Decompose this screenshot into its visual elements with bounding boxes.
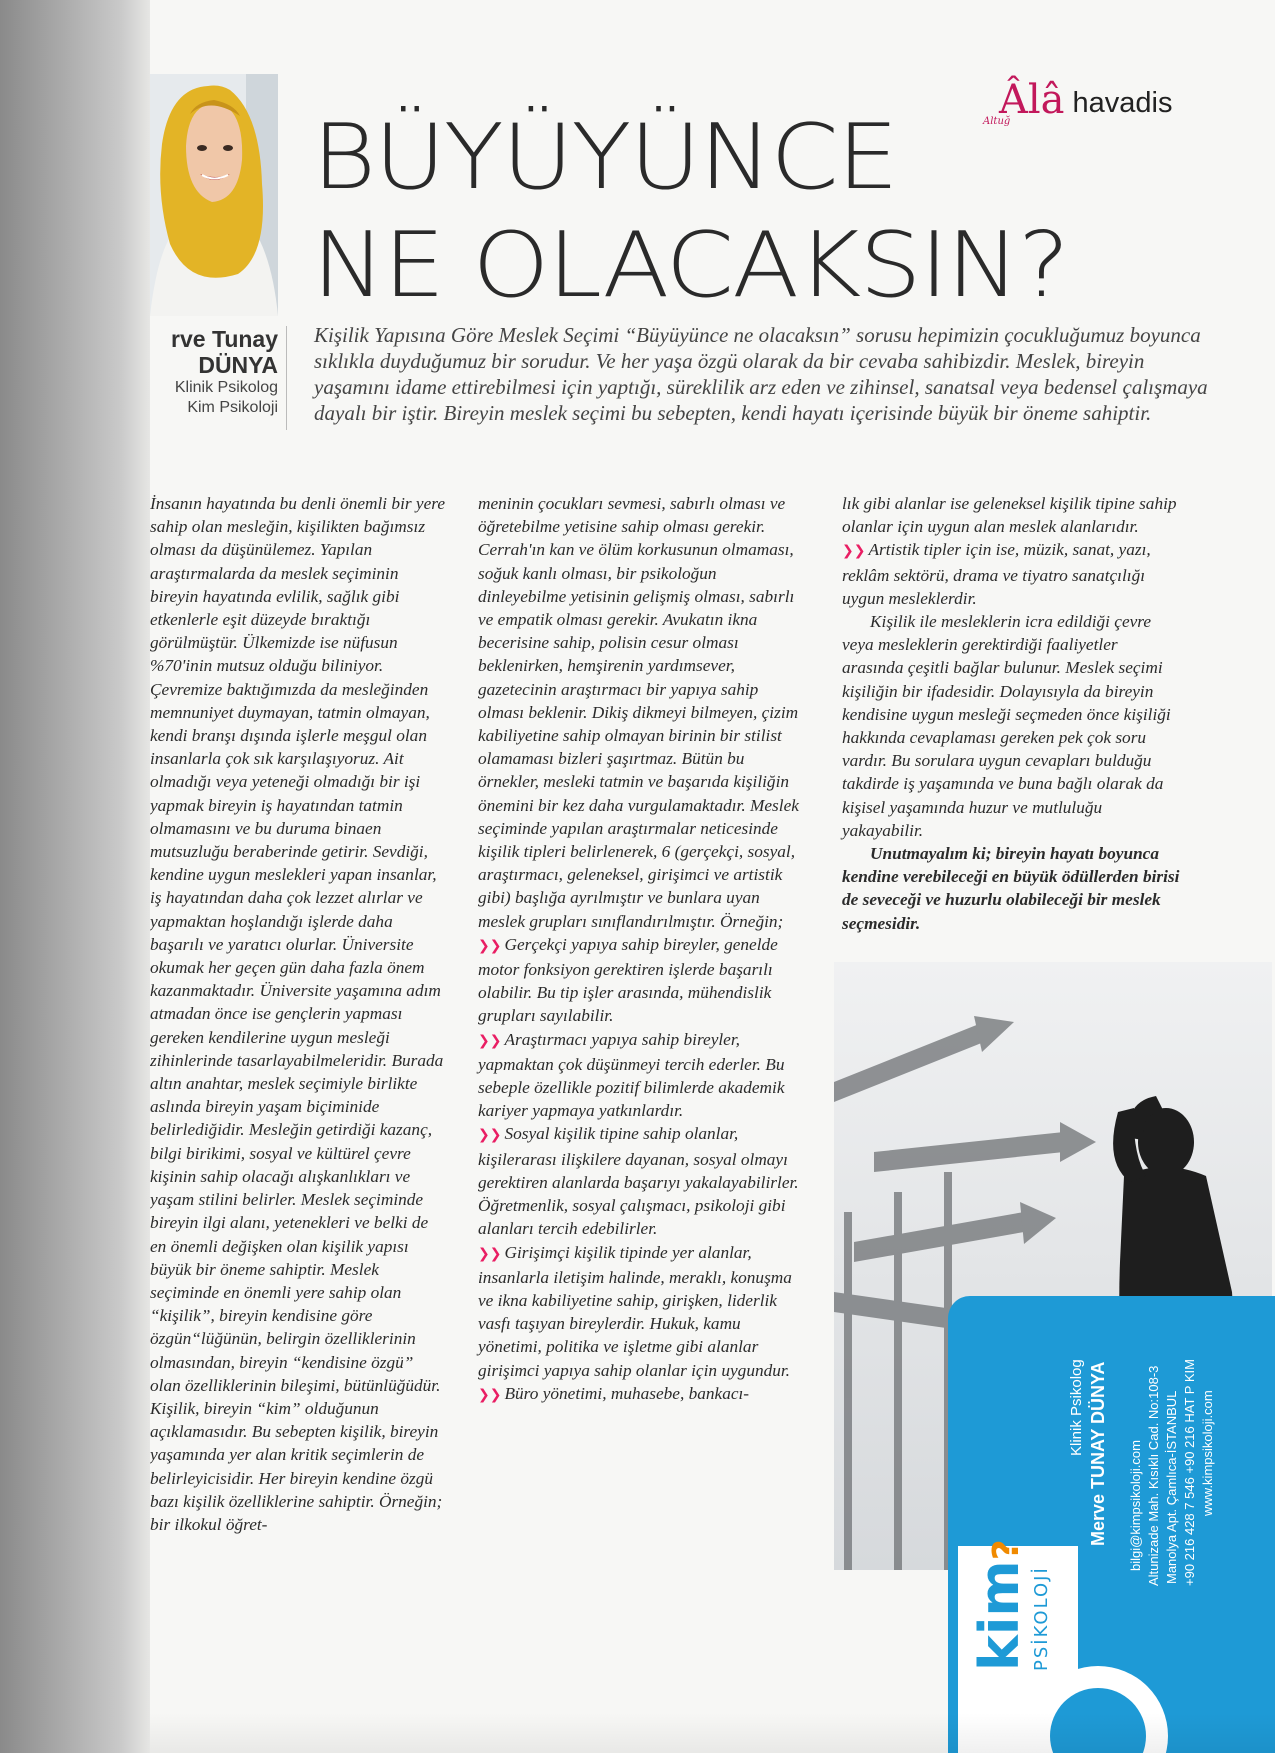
article-title — [312, 105, 1068, 324]
business-card — [948, 1296, 1275, 1753]
quote-mark-icon: ❯❯ — [842, 543, 866, 560]
card-decoration — [948, 1296, 1275, 1753]
column-3-conclusion: Unutmayalım ki; bireyin hayatı boyunca kendine verebileceği en büyük ödüllerden birisi de seveceği ve huzurlu olabileceği bir meslek seçmesidir. — [842, 844, 1180, 933]
brand-ala-logo: Âlâ — [999, 77, 1065, 123]
card-website: www.kimpsikoloji.com — [1200, 1390, 1215, 1516]
column-2-paragraph: Girişimçi kişilik tipinde yer alanlar, insanlarla iletişim halinde, meraklı, konuşma ve ikna kabiliyetine sahip, girişken, liderlik vasfı taşıyan bireylerdir. Hukuk, kamu yönetimi, politika ve işletme gibi alanlar girişimci yapıya sahip olanlar için uygundur. — [478, 1242, 792, 1380]
author-role: Klinik Psikolog — [174, 379, 278, 396]
column-2-paragraph: meninin çocukları sevmesi, sabırlı olması ve öğretebilme yetisine sahip olması gerekir. Cerrah'ın kan ve ölüm korkusunun olmaması, soğuk kanlı olması, bir psikoloğun dinleyebilme yetisinin gelişmiş olması, sabırlı ve empatik olması gerekir. Avukatın ikna becerisine sahip, polisin cesur olması beklenirken, hemşirenin yardımsever, gazetecinin araştırmacı bir yapıya sahip olması beklenir. Dikiş dikmeyi bilmeyen, çizim kabiliyetine sahip olmayan birinin bir stilist olamaması bizleri şaşırtmaz. Bütün bu örnekler, mesleki tatmin ve başarıda kişiliğin önemini bir kez daha vurgulamaktadır. Meslek seçiminde yapılan araştırmalar neticesinde kişilik tipleri belirlenerek, 6 (gerçekçi, sosyal, araştırmacı, geleneksel, girişimci ve artistik gibi) başlığa ayrılmıştır ve bunlara uyan meslek grupları sınıflandırılmıştır. Örneğin; — [478, 494, 799, 931]
brand-sub-logo: Altuğ — [983, 116, 1011, 127]
quote-mark-icon: ❯❯ — [478, 1032, 502, 1049]
author-info — [150, 326, 280, 418]
column-3-paragraph: Artistik tipler için ise, müzik, sanat, yazı, reklâm sektörü, drama ve tiyatro sanatçılığı uygun mesleklerdir. — [842, 540, 1151, 608]
card-address-1: Altunizade Mah. Kısıklı Cad. No:108-3 — [1146, 1365, 1161, 1586]
author-company: Kim Psikoloji — [187, 399, 278, 416]
body-column-3 — [842, 492, 1182, 935]
body-column-2 — [478, 492, 800, 1407]
author-last-name: DÜNYA — [198, 352, 278, 378]
card-phone: +90 216 428 7 546 +90 216 HAT P KIM — [1182, 1359, 1197, 1586]
column-2-paragraph: Gerçekçi yapıya sahip bireyler, genelde motor fonksiyon gerektiren işlerde başarılı olabilir. Bu tip işler arasında, mühendislik grupları sayılabilir. — [478, 934, 778, 1026]
column-2-paragraph: Araştırmacı yapıya sahip bireyler, yapmaktan çok düşünmeyi tercih ederler. Bu sebeple özellikle pozitif bilimlerde akademik kariyer yapmaya yatkınlardır. — [478, 1029, 785, 1121]
author-first-name: rve Tunay — [171, 326, 278, 352]
card-logo-kim: kim — [968, 1560, 1031, 1671]
column-1-text: İnsanın hayatında bu denli önemli bir yere sahip olan mesleğin, kişilikten bağımsız olması da düşünülemez. Yapılan araştırmalarda da meslek seçiminin bireyin hayatında evlilik, sağlık gibi etkenlerle eşit düzeyde bıraktığı görülmüştür. Ülkemizde ise nüfusun %70'inin mutsuz olduğu biliniyor. Çevremize baktığımızda da mesleğinden memnuniyet duymayan, tatmin olmayan, kendi branşı dışında işlerle meşgul olan insanlarla çok sık karşılaşıyoruz. Ait olmadığı veya yeteneği olmadığı bir işi yapmak bireyin iş hayatından tatmin olmamasını ve bu duruma binaen mutsuzluğu beraberinde getirir. Sevdiği, kendine uygun meslekleri yapan insanlar, iş hayatından daha çok lezzet alırlar ve yapmaktan hoşlandığı işlerde daha başarılı ve yaratıcı olurlar. Üniversite okumak her geçen gün daha fazla önem kazanmaktadır. Üniversite yaşamına adım atmadan önce ise gençlerin yapması gereken kendilerine uygun mesleği zihinlerinde tasarlayabilmeleridir. Burada altın anahtar, meslek seçimiyle birlikte aslında bireyin yaşam biçiminide belirlediğidir. Mesleğin getirdiği kazanç, bilgi birikimi, sosyal ve kültürel çevre kişinin sahip olacağı alışkanlıkları ve yaşam stilini belirler. Meslek seçiminde bireyin ilgi alanı, yetenekleri ve belki de en önemli değişken olan kişilik yapısı büyük bir öneme sahiptir. Meslek seçiminde en önemli yere sahip olan “kişilik”, bireyin kendisine göre özgün“lüğünün, belirgin özelliklerinin olmasından, bireyin “kendisine özgü” olan özelliklerinin bileşimi, bütünlüğüdür. Kişilik, bireyin “kim” olduğunun açıklamasıdır. Bu sebepten kişilik, bireyin yaşamında yer alan kritik seçimlerin de belirleyicisidir. Her bireyin kendine özgü bazı kişilik özelliklerine sahiptir. Örneğin; bir ilkokul öğret- — [150, 494, 446, 1534]
quote-mark-icon: ❯❯ — [478, 1127, 502, 1144]
card-logo-subtitle: PSİKOLOJİ — [1031, 1566, 1052, 1671]
quote-mark-icon: ❯❯ — [478, 1386, 502, 1403]
magazine-spine-shadow — [0, 0, 150, 1753]
card-email: bilgi@kimpsikoloji.com — [1128, 1440, 1143, 1571]
author-divider — [286, 326, 287, 430]
card-name: Merve TUNAY DÜNYA — [1088, 1361, 1108, 1546]
title-line-2: NE OLACAKSIN? — [312, 213, 1068, 319]
body-column-1 — [150, 492, 446, 1536]
column-2-paragraph: Sosyal kişilik tipine sahip olanlar, kişilerarası ilişkilere dayanan, sosyal olmayı gerektiren alanlarda başarıyı yakalayabilirler. Öğretmenlik, sosyal çalışmacı, psikoloji gibi alanları tercih edebilirler. — [478, 1124, 799, 1239]
card-role: Klinik Psikolog — [1068, 1359, 1085, 1456]
card-logo-question: ? — [986, 1539, 1027, 1561]
title-line-1: BÜYÜYÜNCE — [312, 105, 897, 211]
quote-mark-icon: ❯❯ — [478, 937, 502, 954]
column-2-paragraph: Büro yönetimi, muhasebe, bankacı- — [504, 1383, 750, 1403]
column-3-paragraph: Kişilik ile mesleklerin icra edildiği çevre veya mesleklerin gerektirdiği faaliyetler arasında çeşitli bağlar bulunur. Meslek seçimi kişiliğin bir ifadesidir. Dolayısıyla da bireyin kendisine uygun mesleği seçmeden önce kişiliği hakkında cevaplaması gereken pek çok soru vardır. Bu sorulara uygun cevapları bulduğu takdirde iş yaşamında ve buna bağlı olarak da kişisel yaşamında huzur ve mutluluğu yakayabilir. — [842, 612, 1171, 840]
author-portrait-illustration — [150, 74, 278, 316]
card-logo — [968, 1539, 1052, 1671]
card-address-2: Manolya Apt. Çamlıca-İSTANBUL — [1164, 1390, 1179, 1584]
column-3-paragraph: lık gibi alanlar ise geleneksel kişilik tipine sahip olanlar için uygun alan meslek alanlarıdır. — [842, 494, 1177, 537]
author-photo — [150, 74, 278, 316]
article-lead: Kişilik Yapısına Göre Meslek Seçimi “Büyüyünce ne olacaksın” sorusu hepimizin çocukluğumuz boyunca sıklıkla duyduğumuz bir sorudur. Ve her yaşa özgü olarak da bir cevaba sahibizdir. Meslek, bireyin yaşamını idame ettirebilmesi için yaptığı, süreklilik arz eden ve zihinsel, sanatsal veya bedensel çalışmaya dayalı bir iştir. Bireyin meslek seçimi bu sebepten, kendi hayatı içerisinde büyük bir öneme sahiptir. — [314, 323, 1208, 425]
page-bottom-shadow — [150, 1713, 1275, 1753]
quote-mark-icon: ❯❯ — [478, 1245, 502, 1262]
brand-section-name: havadis — [1072, 87, 1173, 119]
